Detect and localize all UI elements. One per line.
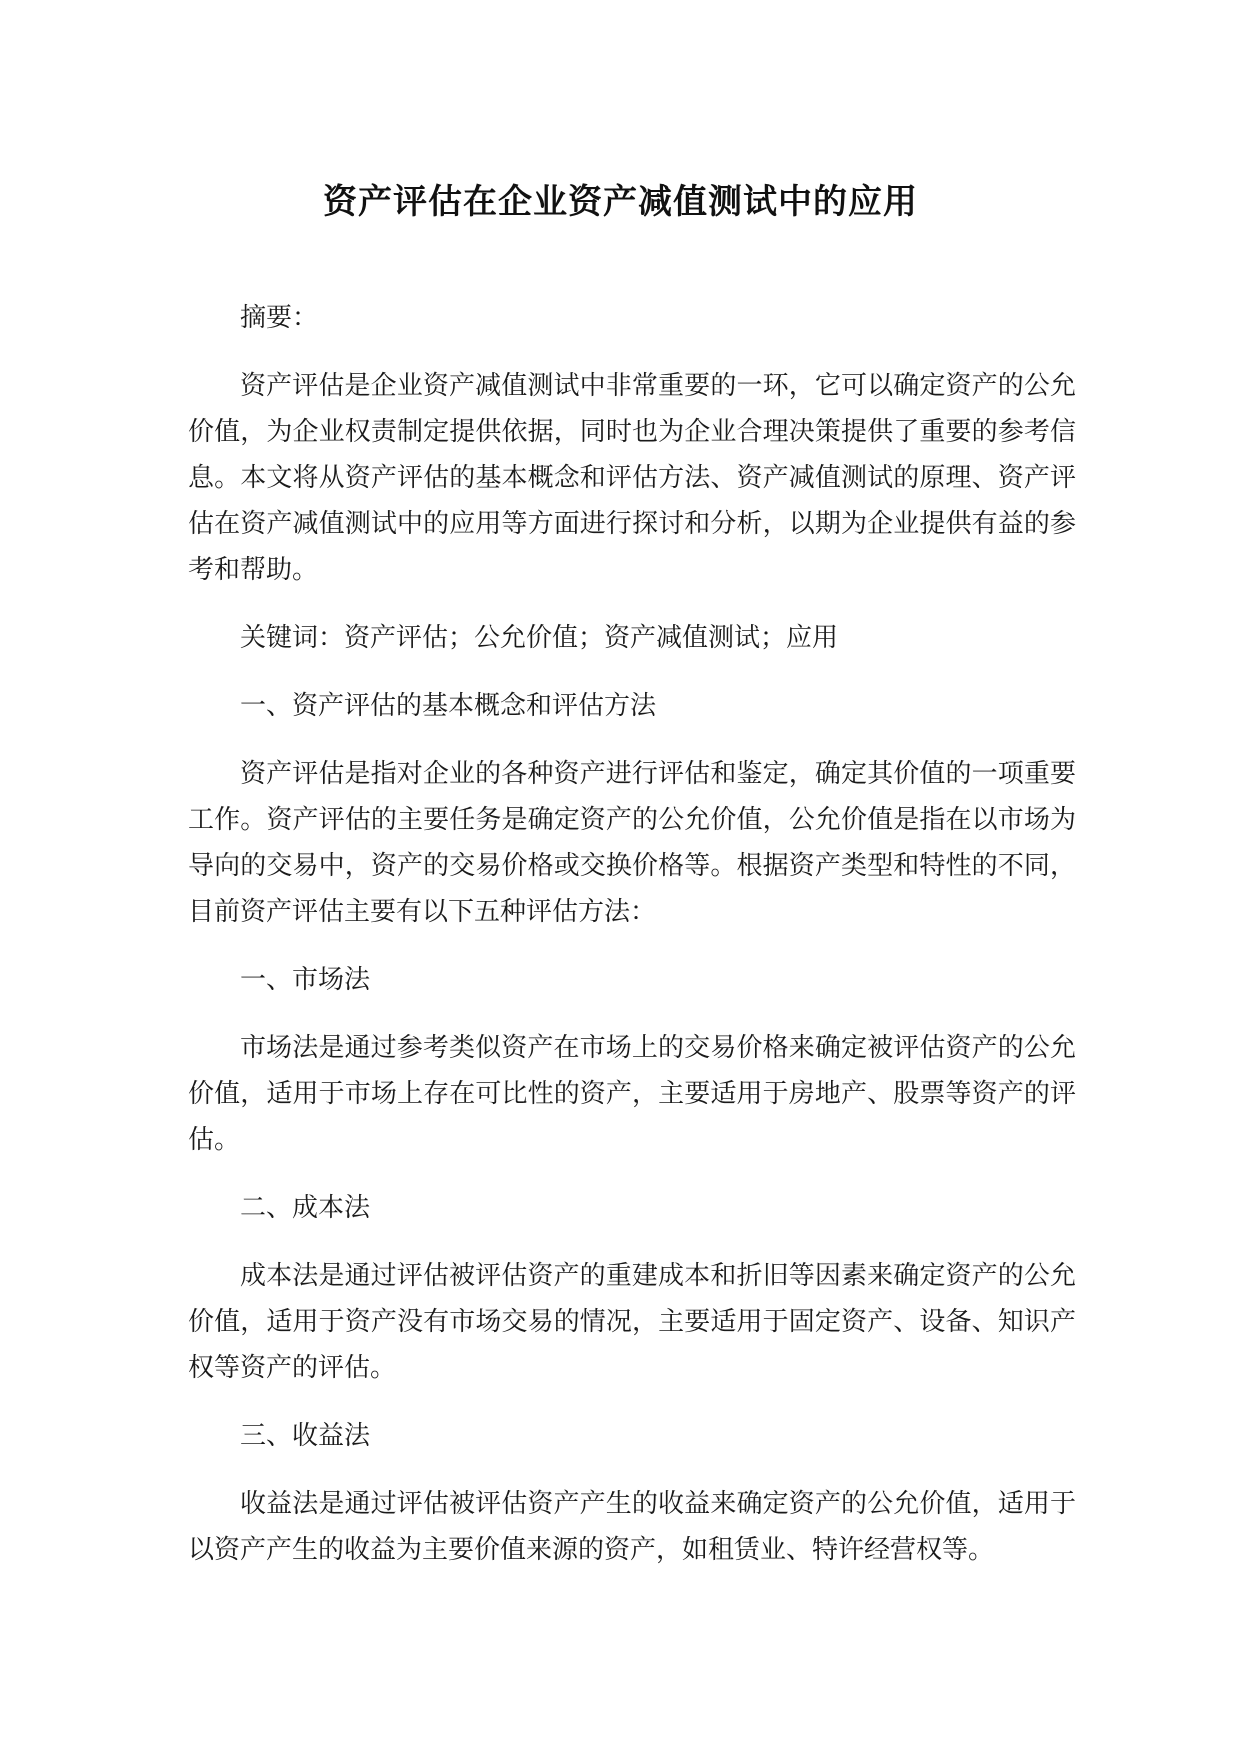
abstract-paragraph: 资产评估是企业资产减值测试中非常重要的一环，它可以确定资产的公允价值，为企业权责制定提供依据，同时也为企业合理决策提供了重要的参考信息。本文将从资产评估的基本概念和评估方法、资产减值测试的原理、资产评估在资产减值测试中的应用等方面进行探讨和分析，以期为企业提供有益的参考和帮助。 — [188, 371, 1076, 585]
abstract-label: 摘要： — [240, 303, 319, 333]
method-heading-income: 三、收益法 — [240, 1421, 371, 1451]
section-paragraph: 资产评估是指对企业的各种资产进行评估和鉴定，确定其价值的一项重要工作。资产评估的主要任务是确定资产的公允价值，公允价值是指在以市场为导向的交易中，资产的交易价格或交换价格等。根据资产类型和特性的不同，目前资产评估主要有以下五种评估方法： — [188, 759, 1076, 927]
section-heading: 一、资产评估的基本概念和评估方法 — [240, 691, 657, 721]
method-heading-market: 一、市场法 — [240, 965, 371, 995]
keywords-line: 关键词：资产评估；公允价值；资产减值测试；应用 — [240, 623, 839, 653]
method-paragraph-cost: 成本法是通过评估被评估资产的重建成本和折旧等因素来确定资产的公允价值，适用于资产没有市场交易的情况，主要适用于固定资产、设备、知识产权等资产的评估。 — [188, 1261, 1076, 1383]
document-title: 资产评估在企业资产减值测试中的应用 — [323, 182, 918, 222]
method-paragraph-market: 市场法是通过参考类似资产在市场上的交易价格来确定被评估资产的公允价值，适用于市场上存在可比性的资产，主要适用于房地产、股票等资产的评估。 — [188, 1033, 1076, 1155]
method-paragraph-income: 收益法是通过评估被评估资产产生的收益来确定资产的公允价值，适用于以资产产生的收益为主要价值来源的资产，如租赁业、特许经营权等。 — [188, 1489, 1076, 1565]
document-body — [188, 295, 1076, 1595]
method-heading-cost: 二、成本法 — [240, 1193, 371, 1223]
